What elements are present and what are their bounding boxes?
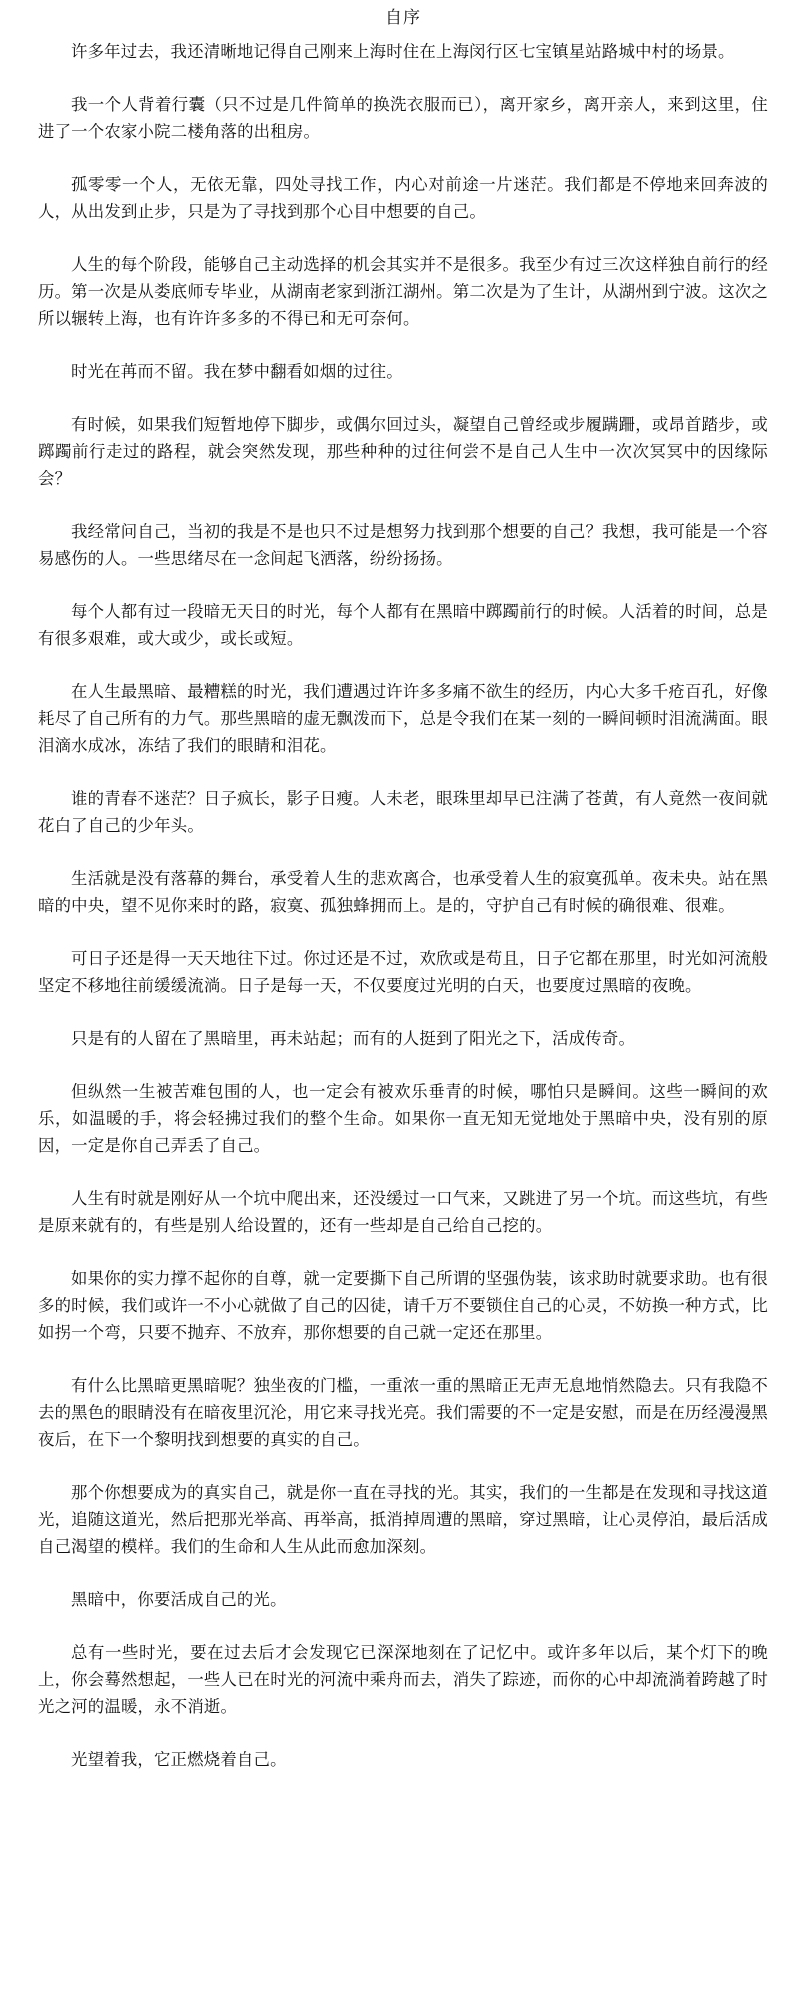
paragraph: 我一个人背着行囊（只不过是几件简单的换洗衣服而已），离开家乡，离开亲人，来到这里，住进了一个农家小院二楼角落的出租房。: [38, 95, 768, 141]
paragraph: 只是有的人留在了黑暗里，再未站起；而有的人挺到了阳光之下，活成传奇。: [71, 1029, 636, 1048]
paragraph: 我经常问自己，当初的我是不是也只不过是想努力找到那个想要的自己？我想，我可能是一个容易感伤的人。一些思绪尽在一念间起飞洒落，纷纷扬扬。: [38, 522, 768, 568]
paragraph: 生活就是没有落幕的舞台，承受着人生的悲欢离合，也承受着人生的寂寞孤单。夜未央。站在黑暗的中央，望不见你来时的路，寂寞、孤独蜂拥而上。是的，守护自己有时候的确很难、很难。: [38, 869, 768, 915]
paragraph: 总有一些时光，要在过去后才会发现它已深深地刻在了记忆中。或许多年以后，某个灯下的晚上，你会蓦然想起，一些人已在时光的河流中乘舟而去，消失了踪迹，而你的心中却流淌着跨越了时光之河的温暖，永不消逝。: [38, 1643, 768, 1716]
paragraph: 在人生最黑暗、最糟糕的时光，我们遭遇过许许多多痛不欲生的经历，内心大多千疮百孔，好像耗尽了自己所有的力气。那些黑暗的虚无飘泼而下，总是令我们在某一刻的一瞬间顿时泪流满面。眼泪滴水成冰，冻结了我们的眼睛和泪花。: [38, 682, 768, 755]
paragraph: 谁的青春不迷茫？日子疯长，影子日瘦。人未老，眼珠里却早已注满了苍黄，有人竟然一夜间就花白了自己的少年头。: [38, 789, 768, 835]
paragraph: 时光在苒而不留。我在梦中翻看如烟的过往。: [71, 362, 403, 381]
paragraph: 有时候，如果我们短暂地停下脚步，或偶尔回过头，凝望自己曾经或步履蹒跚，或昂首踏步，或踯躅前行走过的路程，就会突然发现，那些种种的过往何尝不是自己人生中一次次冥冥中的因缘际会？: [38, 415, 768, 488]
paragraph: 光望着我，它正燃烧着自己。: [71, 1750, 287, 1769]
paragraph: 人生的每个阶段，能够自己主动选择的机会其实并不是很多。我至少有过三次这样独自前行的经历。第一次是从娄底师专毕业，从湖南老家到浙江湖州。第二次是为了生计，从湖州到宁波。这次之所以辗转上海，也有许许多多的不得已和无可奈何。: [38, 255, 768, 328]
paragraph: 如果你的实力撑不起你的自尊，就一定要撕下自己所谓的坚强伪装，该求助时就要求助。也有很多的时候，我们或许一不小心就做了自己的囚徒，请千万不要锁住自己的心灵，不妨换一种方式，比如拐一个弯，只要不抛弃、不放弃，那你想要的自己就一定还在那里。: [38, 1269, 768, 1342]
paragraph: 有什么比黑暗更黑暗呢？独坐夜的门槛，一重浓一重的黑暗正无声无息地悄然隐去。只有我隐不去的黑色的眼睛没有在暗夜里沉沦，用它来寻找光亮。我们需要的不一定是安慰，而是在历经漫漫黑夜后，在下一个黎明找到想要的真实的自己。: [38, 1376, 768, 1449]
paragraph: 但纵然一生被苦难包围的人，也一定会有被欢乐垂青的时候，哪怕只是瞬间。这些一瞬间的欢乐，如温暖的手，将会轻拂过我们的整个生命。如果你一直无知无觉地处于黑暗中央，没有别的原因，一定是你自己弄丢了自己。: [38, 1082, 768, 1155]
paragraph: 可日子还是得一天天地往下过。你过还是不过，欢欣或是苟且，日子它都在那里，时光如河流般坚定不移地往前缓缓流淌。日子是每一天，不仅要度过光明的白天，也要度过黑暗的夜晚。: [38, 949, 768, 995]
paragraph: 每个人都有过一段暗无天日的时光，每个人都有在黑暗中踯躅前行的时候。人活着的时间，总是有很多艰难，或大或少，或长或短。: [38, 602, 768, 648]
document-body: [38, 38, 768, 1773]
paragraph: 那个你想要成为的真实自己，就是你一直在寻找的光。其实，我们的一生都是在发现和寻找这道光，追随这道光，然后把那光举高、再举高，抵消掉周遭的黑暗，穿过黑暗，让心灵停泊，最后活成自己渴望的模样。我们的生命和人生从此而愈加深刻。: [38, 1483, 768, 1556]
page-title: 自序: [385, 8, 421, 28]
paragraph: 人生有时就是刚好从一个坑中爬出来，还没缓过一口气来，又跳进了另一个坑。而这些坑，有些是原来就有的，有些是别人给设置的，还有一些却是自己给自己挖的。: [38, 1189, 768, 1235]
paragraph: 许多年过去，我还清晰地记得自己刚来上海时住在上海闵行区七宝镇星站路城中村的场景。: [71, 42, 735, 61]
paragraph: 孤零零一个人，无依无靠，四处寻找工作，内心对前途一片迷茫。我们都是不停地来回奔波的人，从出发到止步，只是为了寻找到那个心目中想要的自己。: [38, 175, 768, 221]
paragraph: 黑暗中，你要活成自己的光。: [71, 1590, 287, 1609]
